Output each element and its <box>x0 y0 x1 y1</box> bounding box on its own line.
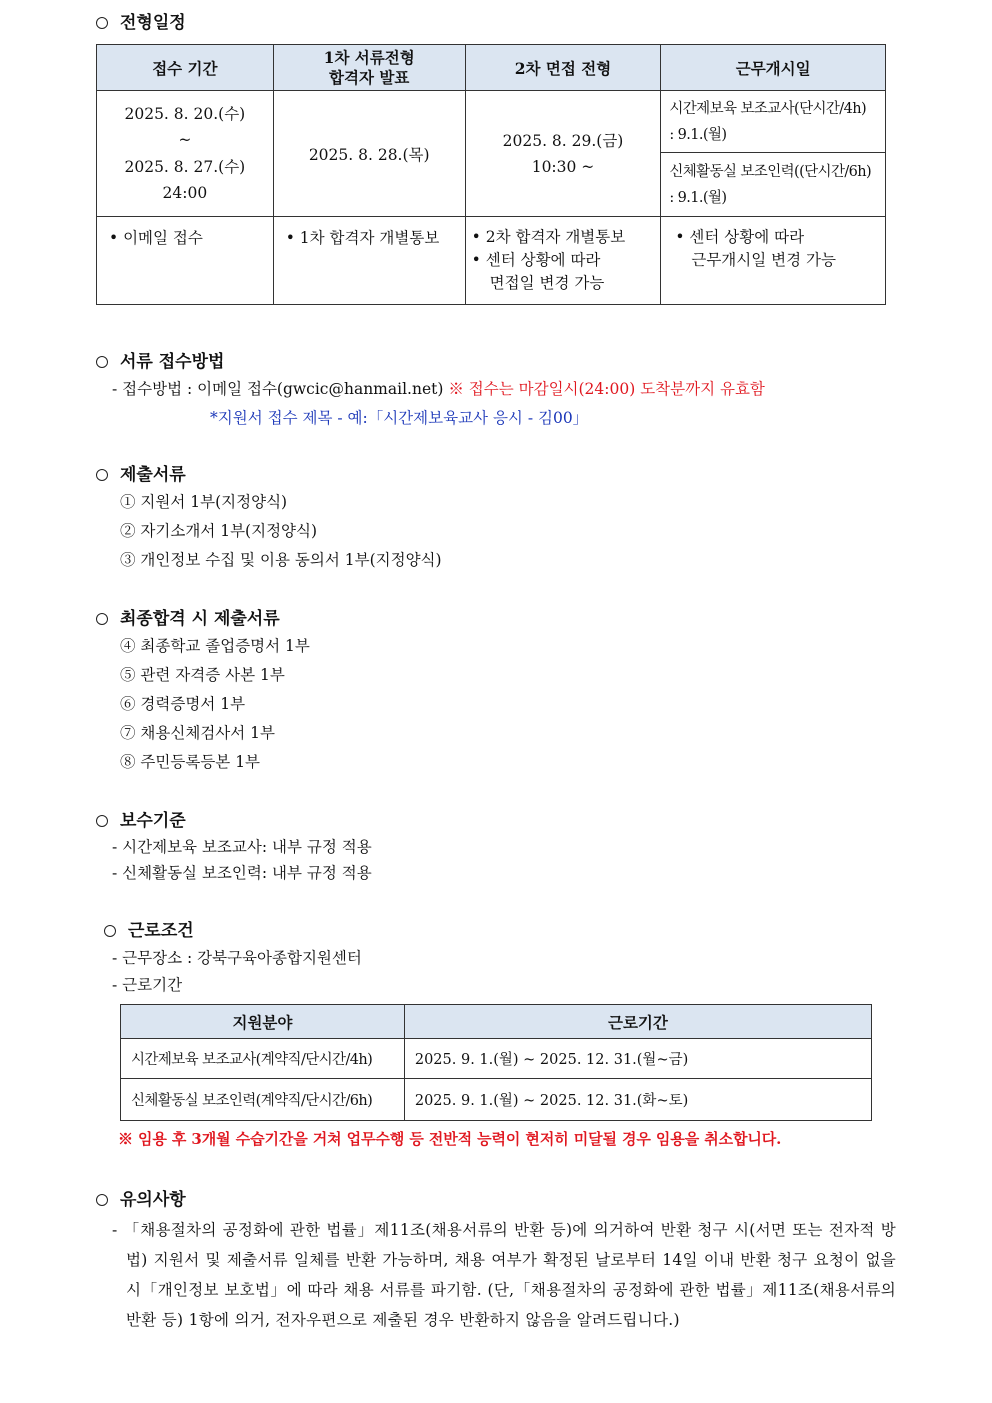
note-apply: • 이메일 접수 <box>97 217 274 305</box>
interview-cell: 2025. 8. 29.(금) 10:30 ~ <box>465 91 661 217</box>
circle-bullet-icon <box>104 925 116 937</box>
pay-heading: 보수기준 <box>96 806 186 831</box>
field-cell: 시간제보육 보조교사(계약직/단시간/4h) <box>121 1039 405 1079</box>
note-first: • 1차 합격자 개별통보 <box>273 217 465 305</box>
email-subject-note: *지원서 접수 제목 - 예:「시간제보육교사 응시 - 김00」 <box>210 409 589 427</box>
period-cell: 2025. 9. 1.(월) ~ 2025. 12. 31.(월~금) <box>404 1039 871 1079</box>
header-work-period: 근로기간 <box>404 1005 871 1039</box>
probation-warning: ※ 임용 후 3개월 수습기간을 거쳐 업무수행 등 전반적 능력이 현저히 미달될 경우 임용을 취소합니다. <box>118 1130 782 1148</box>
first-result-cell: 2025. 8. 28.(목) <box>273 91 465 217</box>
final-docs-item: ⑦ 채용신체검사서 1부 <box>120 724 276 742</box>
start-staff-cell: 신체활동실 보조인력((단시간/6h) : 9.1.(월) <box>661 153 886 217</box>
final-docs-heading: 최종합격 시 제출서류 <box>96 604 280 629</box>
work-place: - 근무장소 : 강북구육아종합지원센터 <box>112 949 362 967</box>
schedule-heading: 전형일정 <box>96 8 186 33</box>
pay-item: - 신체활동실 보조인력: 내부 규정 적용 <box>112 864 372 882</box>
circle-bullet-icon <box>96 356 108 368</box>
note-start: • 센터 상황에 따라 근무개시일 변경 가능 <box>661 217 886 305</box>
work-period-label: - 근로기간 <box>112 976 183 994</box>
deadline-note: ※ 접수는 마감일시(24:00) 도착분까지 유효함 <box>448 380 765 398</box>
method-line: - 접수방법 : 이메일 접수(gwcic@hanmail.net) ※ 접수는 마감일시(24:00) 도착분까지 유효함 <box>112 380 765 398</box>
period-cell: 2025. 9. 1.(월) ~ 2025. 12. 31.(화~토) <box>404 1079 871 1121</box>
header-apply-period: 접수 기간 <box>97 45 274 91</box>
circle-bullet-icon <box>96 613 108 625</box>
documents-heading: 제출서류 <box>96 460 186 485</box>
documents-item: ② 자기소개서 1부(지정양식) <box>120 522 318 540</box>
note-interview: • 2차 합격자 개별통보 • 센터 상황에 따라 면접일 변경 가능 <box>465 217 661 305</box>
circle-bullet-icon <box>96 1194 108 1206</box>
final-docs-item: ④ 최종학교 졸업증명서 1부 <box>120 637 310 655</box>
final-docs-item: ⑤ 관련 자격증 사본 1부 <box>120 666 285 684</box>
header-first-result: 1차 서류전형 합격자 발표 <box>273 45 465 91</box>
circle-bullet-icon <box>96 815 108 827</box>
table-row <box>121 1079 872 1121</box>
field-cell: 신체활동실 보조인력(계약직/단시간/6h) <box>121 1079 405 1121</box>
circle-bullet-icon <box>96 17 108 29</box>
pay-item: - 시간제보육 보조교사: 내부 규정 적용 <box>112 838 372 856</box>
table-row <box>121 1039 872 1079</box>
circle-bullet-icon <box>96 469 108 481</box>
method-heading: 서류 접수방법 <box>96 347 224 372</box>
header-interview: 2차 면접 전형 <box>465 45 661 91</box>
final-docs-item: ⑧ 주민등록등본 1부 <box>120 753 261 771</box>
start-teacher-cell: 시간제보육 보조교사(단시간/4h) : 9.1.(월) <box>661 91 886 153</box>
documents-item: ① 지원서 1부(지정양식) <box>120 493 288 511</box>
header-start-date: 근무개시일 <box>661 45 886 91</box>
notice-paragraph: - 「채용절차의 공정화에 관한 법률」제11조(채용서류의 반환 등)에 의거하여 반환 청구 시(서면 또는 전자적 방법) 지원서 및 제출서류 일체를 반환 가능하며, 채용 여부가 확정된 날로부터 14일 이내 반환 청구 요청이 없을시「개인정보 보호법」에 따라 채용 서류를 파기함. (단,「채용절차의 공정화에 관한 법률」제11조(채용서류의 반환 등) 1항에 의거, 전자우편으로 제출된 경우 반환하지 않음을 알려드립니다.) <box>112 1221 896 1329</box>
apply-period-cell: 2025. 8. 20.(수) ~ 2025. 8. 27.(수) 24:00 <box>97 91 274 217</box>
work-heading: 근로조건 <box>104 916 194 941</box>
notice-heading: 유의사항 <box>96 1185 186 1210</box>
documents-item: ③ 개인정보 수집 및 이용 동의서 1부(지정양식) <box>120 551 442 569</box>
final-docs-item: ⑥ 경력증명서 1부 <box>120 695 246 713</box>
schedule-table <box>96 44 886 305</box>
work-period-table <box>120 1004 872 1121</box>
header-field: 지원분야 <box>121 1005 405 1039</box>
